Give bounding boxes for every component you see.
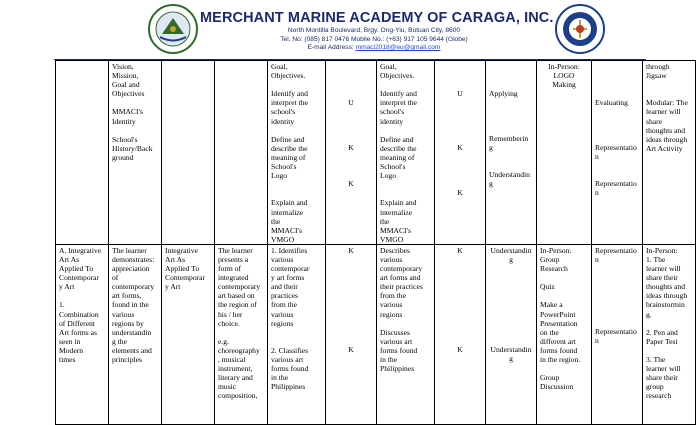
table-row (56, 61, 696, 245)
academy-seal-logo-right (555, 4, 605, 54)
cell-text-line (380, 126, 431, 135)
cell-text-line: Contemporar (59, 273, 100, 283)
cell-text-line: The learner (218, 245, 253, 255)
cell-text-line: In-Person: (548, 62, 580, 71)
cell-text-line: 1. (59, 300, 65, 310)
cell-text-line: his / her (218, 309, 243, 319)
cell-text-line: School's (112, 134, 138, 144)
cell-text-line: choreography (218, 345, 260, 355)
cell-text-line: A. Integrative (59, 245, 102, 255)
content-standard-cell (109, 244, 162, 424)
cell-text-line: n (595, 188, 599, 198)
cell-text-line: interpret the (380, 98, 417, 108)
cell-text-line: , musical (218, 355, 246, 364)
cell-text-line: from the (271, 300, 297, 310)
kud-cell (435, 61, 486, 245)
cell-text-line: Mission, (112, 71, 139, 81)
cell-text-line: integrated (218, 273, 249, 283)
cell-text-line: literary and (218, 373, 253, 383)
cell-text-line: g (489, 179, 493, 189)
cell-text-line: Logo (271, 171, 288, 181)
cell-text-line: Presentation (540, 318, 578, 328)
cell-text-line: Art Activity (646, 143, 683, 153)
academy-seal-logo-left (148, 4, 198, 54)
content-cell (56, 61, 109, 245)
cell-text-line: forms found (380, 345, 418, 355)
cell-text-line: 2. Classifies (271, 345, 309, 355)
school-email-line (200, 44, 548, 53)
competency-cell (268, 61, 326, 245)
cell-text-line: Vision, (112, 62, 134, 71)
cell-text-line: principles (112, 355, 142, 364)
rbt-value: Applying (489, 89, 518, 98)
cell-text-line: Modern (59, 345, 84, 355)
table-row (56, 244, 696, 424)
cell-text-line: identity (271, 116, 295, 126)
cell-text-line: Goal, (271, 62, 288, 71)
cell-text-line: school's (380, 107, 405, 117)
cell-text-line: thoughts and (646, 125, 686, 135)
cell-text-line: Discusses (380, 327, 410, 337)
competency-cell (268, 244, 326, 424)
cell-text-line: The learner (112, 245, 147, 255)
cell-text-line (271, 189, 322, 198)
cell-text-line: 2. Pen and (646, 327, 678, 337)
cell-text-line: n (595, 152, 599, 162)
cell-text-line: Discussion (540, 382, 574, 392)
cell-text-line: 1. The (646, 254, 666, 264)
cell-text-line: various (380, 254, 403, 264)
content-cell (56, 244, 109, 424)
cell-text-line: various (380, 300, 403, 310)
cell-text-line: different art (540, 336, 576, 346)
cell-text-line: Explain and (271, 198, 308, 208)
cell-text-line (59, 291, 105, 300)
cell-text-line: understandin (112, 327, 152, 337)
cell-text-line: the (271, 216, 281, 226)
cell-text-line: internalize (271, 207, 304, 217)
performance-standard-cell (215, 244, 268, 424)
cell-text-line: contemporary (380, 264, 423, 274)
cell-text-line (271, 80, 322, 89)
cell-text-line: various (271, 254, 294, 264)
kud-cell (435, 244, 486, 424)
cell-text-line: Jigsaw (646, 71, 667, 81)
cell-text-line: Group (540, 373, 560, 383)
cell-text-line: Making (552, 80, 576, 90)
topic-cell (162, 61, 215, 245)
email-label: E-mail Address: (307, 44, 354, 51)
cell-text-line: group (646, 382, 664, 392)
cell-text-line: g (489, 143, 493, 153)
cell-text-line: instrument, (218, 364, 253, 374)
rbt-level-cell (486, 244, 537, 424)
cell-text-line: identity (380, 116, 404, 126)
kud-cell (326, 61, 377, 245)
cell-text-line: n (595, 336, 599, 346)
cell-text-line: internalize (380, 207, 413, 217)
cell-text-line: practices (271, 291, 298, 301)
cell-text-line: Identity (112, 116, 136, 126)
cell-text-line: school's (271, 107, 296, 117)
cell-text-line: art forms, (112, 291, 142, 301)
cell-text-line: Identify and (271, 89, 308, 99)
cell-text-line: in the (380, 354, 398, 364)
learning-target-cell (377, 61, 435, 245)
cell-text-line: various (112, 309, 135, 319)
performance-standard-cell (215, 61, 268, 245)
email-link[interactable]: mmaci2018@eu@gmail.com (355, 44, 441, 51)
cell-text-line (646, 80, 692, 89)
assessment-type-cell (592, 61, 643, 245)
cell-text-line (646, 319, 692, 328)
cell-text-line: e.g. (218, 336, 229, 346)
cell-text-line (271, 180, 322, 189)
cell-text-line: contemporary (218, 282, 261, 292)
topic-cell (162, 244, 215, 424)
cell-text-line: describe the (271, 143, 308, 153)
cell-text-line: Contemporar (165, 273, 206, 283)
cell-text-line: brainstormin (646, 300, 685, 310)
kud-value: K (457, 143, 463, 153)
cell-text-line: School's (271, 162, 297, 172)
cell-text-line: on the (540, 327, 559, 337)
cell-text-line: VMGO (380, 234, 404, 244)
cell-text-line: Describes (380, 245, 410, 255)
activity-cell (643, 244, 696, 424)
cell-text-line: MMACI's (380, 225, 411, 235)
cell-text-line: y Art (165, 282, 181, 292)
kud-value: K (457, 245, 463, 255)
kud-value: K (348, 344, 354, 354)
cell-text-line: Art As (165, 254, 186, 264)
cell-text-line: choice. (218, 318, 240, 328)
letterhead (0, 0, 638, 62)
cell-text-line: ground (112, 152, 134, 162)
cell-text-line: contemporar (271, 264, 310, 274)
cell-text-line: learner will (646, 107, 681, 117)
cell-text-line: in the (271, 373, 289, 382)
cell-text-line: Quiz (540, 282, 555, 292)
cell-text-line: Art As (59, 254, 80, 264)
cell-text-line: share (646, 116, 663, 126)
cell-text-line: art based on (218, 291, 255, 301)
cell-text-line: Representatio (595, 327, 637, 337)
cell-text-line: Philippines (380, 364, 415, 373)
cell-text-line: composition, (218, 391, 258, 401)
kud-value: U (457, 89, 463, 98)
cell-text-line: In-Person: (540, 245, 572, 255)
cell-text-line: through (646, 62, 670, 71)
cell-text-line: form of (218, 264, 241, 274)
cell-text-line: thoughts and (646, 282, 686, 292)
cell-text-line: found in the (112, 300, 149, 310)
cell-text-line: g the (112, 336, 127, 346)
cell-text-line (112, 98, 158, 107)
cell-text-line: Group (540, 254, 560, 264)
cell-text-line: Goal, (380, 62, 397, 71)
assessment-cell (537, 61, 592, 245)
cell-text-line: y art forms (271, 273, 305, 283)
cell-text-line: Rememberin (489, 134, 529, 144)
cell-text-line: appreciation (112, 264, 150, 274)
cell-text-line (646, 89, 692, 98)
cell-text-line: and their (271, 282, 298, 292)
cell-text-line: share their (646, 273, 678, 283)
cell-text-line: g (509, 254, 513, 264)
cell-text-line: regions by (112, 318, 144, 328)
cell-text-line: MMACI's (112, 107, 143, 117)
school-phone: Tel. No: (085) 817 0476 Mobile No.: (+63) 917 105 9644 (Globe) (280, 35, 468, 43)
cell-text-line: Art forms as (59, 327, 97, 337)
cell-text-line: contemporary (112, 282, 155, 292)
cell-text-line (380, 189, 431, 198)
assessment-cell (537, 244, 592, 424)
cell-text-line: the region of (218, 300, 257, 310)
cell-text-line: interpret the (271, 98, 308, 108)
curriculum-table (55, 60, 696, 425)
cell-text-line: g (509, 354, 513, 364)
cell-text-line: ideas through (646, 134, 688, 144)
cell-text-line (218, 328, 264, 337)
cell-text-line: art forms and (380, 273, 421, 283)
cell-text-line: In-Person: (646, 245, 678, 255)
kud-value: K (457, 344, 463, 354)
cell-text-line: Research (540, 264, 568, 274)
cell-text-line: LOGO (553, 71, 575, 81)
cell-text-line: learner will (646, 264, 681, 274)
cell-text-line: 1. Identifies (271, 245, 308, 255)
cell-text-line: VMGO (271, 234, 295, 244)
cell-text-line: elements and (112, 345, 152, 355)
cell-text-line: demonstrates: (112, 254, 155, 264)
cell-text-line: presents a (218, 254, 249, 264)
cell-text-line: History/Back (112, 143, 153, 153)
cell-text-line: Understandin (490, 345, 532, 355)
cell-text-line: meaning of (380, 152, 415, 162)
cell-text-line (112, 126, 158, 135)
cell-text-line: of Different (59, 318, 95, 328)
cell-text-line: Explain and (380, 198, 417, 208)
cell-text-line (540, 364, 588, 373)
cell-text-line: g. (646, 309, 652, 319)
cell-text-line: n (595, 254, 599, 264)
cell-text-line: Representatio (595, 245, 637, 255)
cell-text-line: Representatio (595, 179, 637, 189)
cell-text-line: Objectives. (380, 71, 415, 81)
cell-text-line: Identify and (380, 89, 417, 99)
cell-text-line (540, 291, 588, 300)
rbt-level-cell (486, 61, 537, 245)
kud-cell (326, 244, 377, 424)
cell-text-line: y Art (59, 282, 75, 292)
cell-text-line: research (646, 391, 672, 401)
cell-text-line: Make a (540, 300, 563, 310)
assessment-type-cell (592, 244, 643, 424)
cell-text-line: various art (271, 354, 304, 364)
cell-text-line: in the region. (540, 355, 581, 364)
cell-text-line: various art (380, 336, 413, 346)
cell-text-line (271, 126, 322, 135)
cell-text-line: Combination (59, 309, 99, 319)
kud-value: K (348, 245, 354, 255)
cell-text-line: regions (380, 309, 403, 319)
cell-text-line: MMACI's (271, 225, 302, 235)
cell-text-line: seen in (59, 336, 81, 346)
cell-text-line: Logo (380, 171, 397, 181)
cell-text-line: Modular: The (646, 98, 688, 108)
letterhead-text (200, 10, 554, 53)
cell-text-line: various (271, 309, 294, 319)
school-address: North Montilla Boulevard, Brgy. Ong-Yiu, Butuan City, 8600 (287, 27, 461, 34)
cell-text-line: ideas through (646, 291, 688, 301)
cell-text-line: Define and (380, 134, 414, 144)
cell-text-line: Define and (271, 134, 305, 144)
cell-text-line: share their (646, 373, 678, 383)
activity-cell (643, 61, 696, 245)
cell-text-line: Applied To (59, 264, 94, 274)
cell-text-line: the (380, 216, 390, 226)
cell-text-line: Integrative (165, 245, 198, 255)
school-name: MERCHANT MARINE ACADEMY OF CARAGA, INC. (200, 10, 554, 26)
cell-text-line (380, 80, 431, 89)
cell-text-line (646, 346, 692, 355)
kud-value: K (348, 143, 354, 153)
cell-text-line (380, 180, 431, 189)
cell-text-line: regions (271, 318, 294, 328)
cell-text-line: learner will (646, 364, 681, 374)
cell-text-line: 3. The (646, 355, 666, 364)
cell-text-line: describe the (380, 143, 417, 153)
cell-text-line: Philippines (271, 382, 306, 392)
cell-text-line: times (59, 355, 76, 364)
cell-text-line (540, 273, 588, 282)
cell-text-line: Applied To (165, 264, 200, 274)
cell-text-line: Paper Test (646, 336, 678, 346)
cell-text-line: Understandin (490, 245, 532, 255)
cell-text-line: School's (380, 162, 406, 172)
learning-target-cell (377, 244, 435, 424)
cell-text-line: Understandin (489, 170, 530, 180)
cell-text-line: PowerPoint (540, 309, 576, 319)
cell-text-line: Objectives. (271, 71, 306, 81)
cell-text-line: forms found (540, 345, 578, 355)
cell-text-line: forms found (271, 363, 309, 373)
assessment-type-value: Evaluating (595, 98, 628, 107)
content-standard-cell (109, 61, 162, 245)
cell-text-line: Objectives (112, 89, 145, 99)
kud-value: U (348, 98, 354, 107)
cell-text-line: of (112, 273, 119, 283)
cell-text-line: Goal and (112, 80, 140, 90)
cell-text-line: Representatio (595, 143, 637, 153)
kud-value: K (348, 179, 354, 189)
cell-text-line: music (218, 382, 237, 392)
cell-text-line: their practices (380, 282, 423, 292)
cell-text-line: from the (380, 291, 406, 301)
kud-value: K (457, 188, 463, 198)
cell-text-line: meaning of (271, 152, 306, 162)
